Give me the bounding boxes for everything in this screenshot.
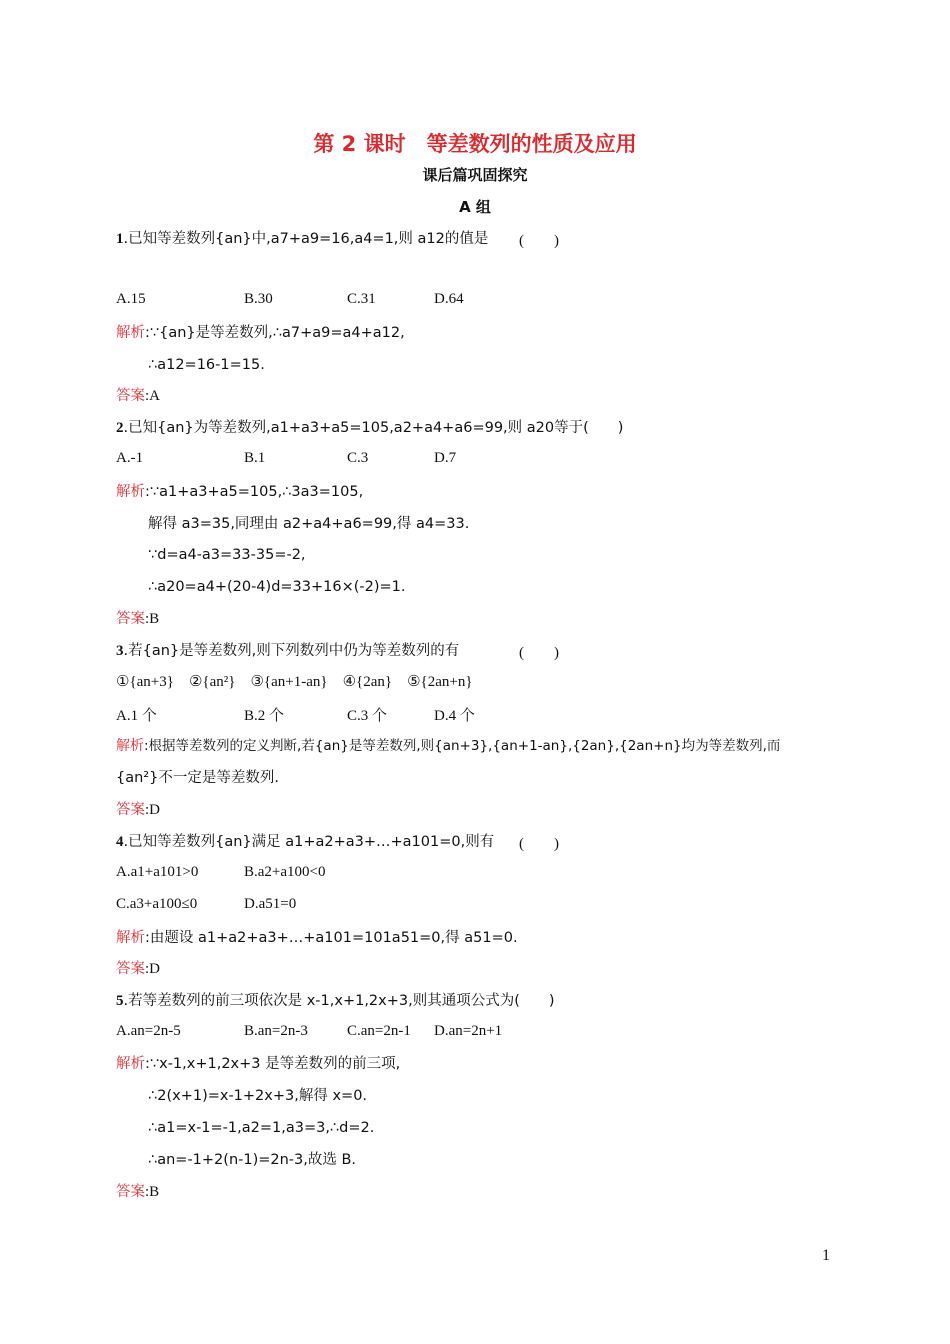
question-2-option-c: C.3 [347,450,369,466]
question-5-stem: 5.若等差数列的前三项依次是 x-1,x+1,2x+3,则其通项公式为( ) [116,993,555,1009]
question-4-paren: ( ) [519,836,559,852]
question-5-analysis-line-3: ∴a1=x-1=-1,a2=1,a3=3,∴d=2. [148,1120,375,1136]
question-1-analysis-line-2: ∴a12=16-1=15. [148,357,265,373]
question-3-option-c: C.3 个 [347,708,388,724]
question-3-option-d: D.4 个 [434,708,475,724]
page-title: 第 2 课时 等差数列的性质及应用 [313,132,637,156]
question-3-analysis: 解析:根据等差数列的定义判断,若{an}是等差数列,则{an+3},{an+1-an},{2an},{2an+n}均为等差数列,而 [116,738,781,754]
question-4-stem: 4.已知等差数列{an}满足 a1+a2+a3+…+a101=0,则有 [116,834,495,850]
question-2-analysis-line-4: ∴a20=a4+(20-4)d=33+16×(-2)=1. [148,579,406,595]
question-1-analysis: 解析:∵{an}是等差数列,∴a7+a9=a4+a12, [116,325,405,341]
question-4-option-b: B.a2+a100<0 [244,864,326,880]
question-5-analysis: 解析:∵x-1,x+1,2x+3 是等差数列的前三项, [116,1056,401,1072]
question-2-option-d: D.7 [434,450,457,466]
question-5-option-b: B.an=2n-3 [244,1023,308,1039]
question-3-option-a: A.1 个 [116,708,157,724]
question-2-answer: 答案:B [116,611,160,627]
question-4-option-d: D.a51=0 [244,896,297,912]
question-1-option-c: C.31 [347,291,376,307]
question-5-answer: 答案:B [116,1184,160,1200]
question-3-answer: 答案:D [116,802,160,818]
question-1-answer: 答案:A [116,388,160,404]
page-number: 1 [822,1247,830,1264]
question-5-option-d: D.an=2n+1 [434,1023,503,1039]
question-1-option-b: B.30 [244,291,273,307]
question-3-option-b: B.2 个 [244,708,285,724]
question-3-stem: 3.若{an}是等差数列,则下列数列中仍为等差数列的有 [116,643,460,659]
page-subtitle: 课后篇巩固探究 [422,166,528,184]
question-3-paren: ( ) [519,645,559,661]
question-3-items: ①{an+3} ②{an²} ③{an+1-an} ④{2an} ⑤{2an+n} [116,674,473,690]
question-1-paren: ( ) [519,233,559,249]
question-4-option-a: A.a1+a101>0 [116,864,199,880]
question-2-analysis: 解析:∵a1+a3+a5=105,∴3a3=105, [116,484,364,500]
question-4-option-c: C.a3+a100≤0 [116,896,198,912]
question-4-answer: 答案:D [116,961,160,977]
question-5-analysis-line-4: ∴an=-1+2(n-1)=2n-3,故选 B. [148,1152,357,1168]
question-1-stem: 1.已知等差数列{an}中,a7+a9=16,a4=1,则 a12的值是 [116,231,489,247]
question-4-analysis: 解析:由题设 a1+a2+a3+…+a101=101a51=0,得 a51=0. [116,930,518,946]
question-2-analysis-line-2: 解得 a3=35,同理由 a2+a4+a6=99,得 a4=33. [148,516,470,532]
question-2-stem: 2.已知{an}为等差数列,a1+a3+a5=105,a2+a4+a6=99,则 a20等于( ) [116,420,624,436]
question-5-option-c: C.an=2n-1 [347,1023,411,1039]
question-5-option-a: A.an=2n-5 [116,1023,181,1039]
question-1-option-a: A.15 [116,291,146,307]
question-2-analysis-line-3: ∵d=a4-a3=33-35=-2, [148,547,306,563]
question-3-analysis-line-2: {an²}不一定是等差数列. [116,770,279,786]
question-1-option-d: D.64 [434,291,464,307]
question-5-analysis-line-2: ∴2(x+1)=x-1+2x+3,解得 x=0. [148,1088,368,1104]
group-heading: A 组 [459,198,491,216]
question-2-option-a: A.-1 [116,450,144,466]
question-2-option-b: B.1 [244,450,266,466]
